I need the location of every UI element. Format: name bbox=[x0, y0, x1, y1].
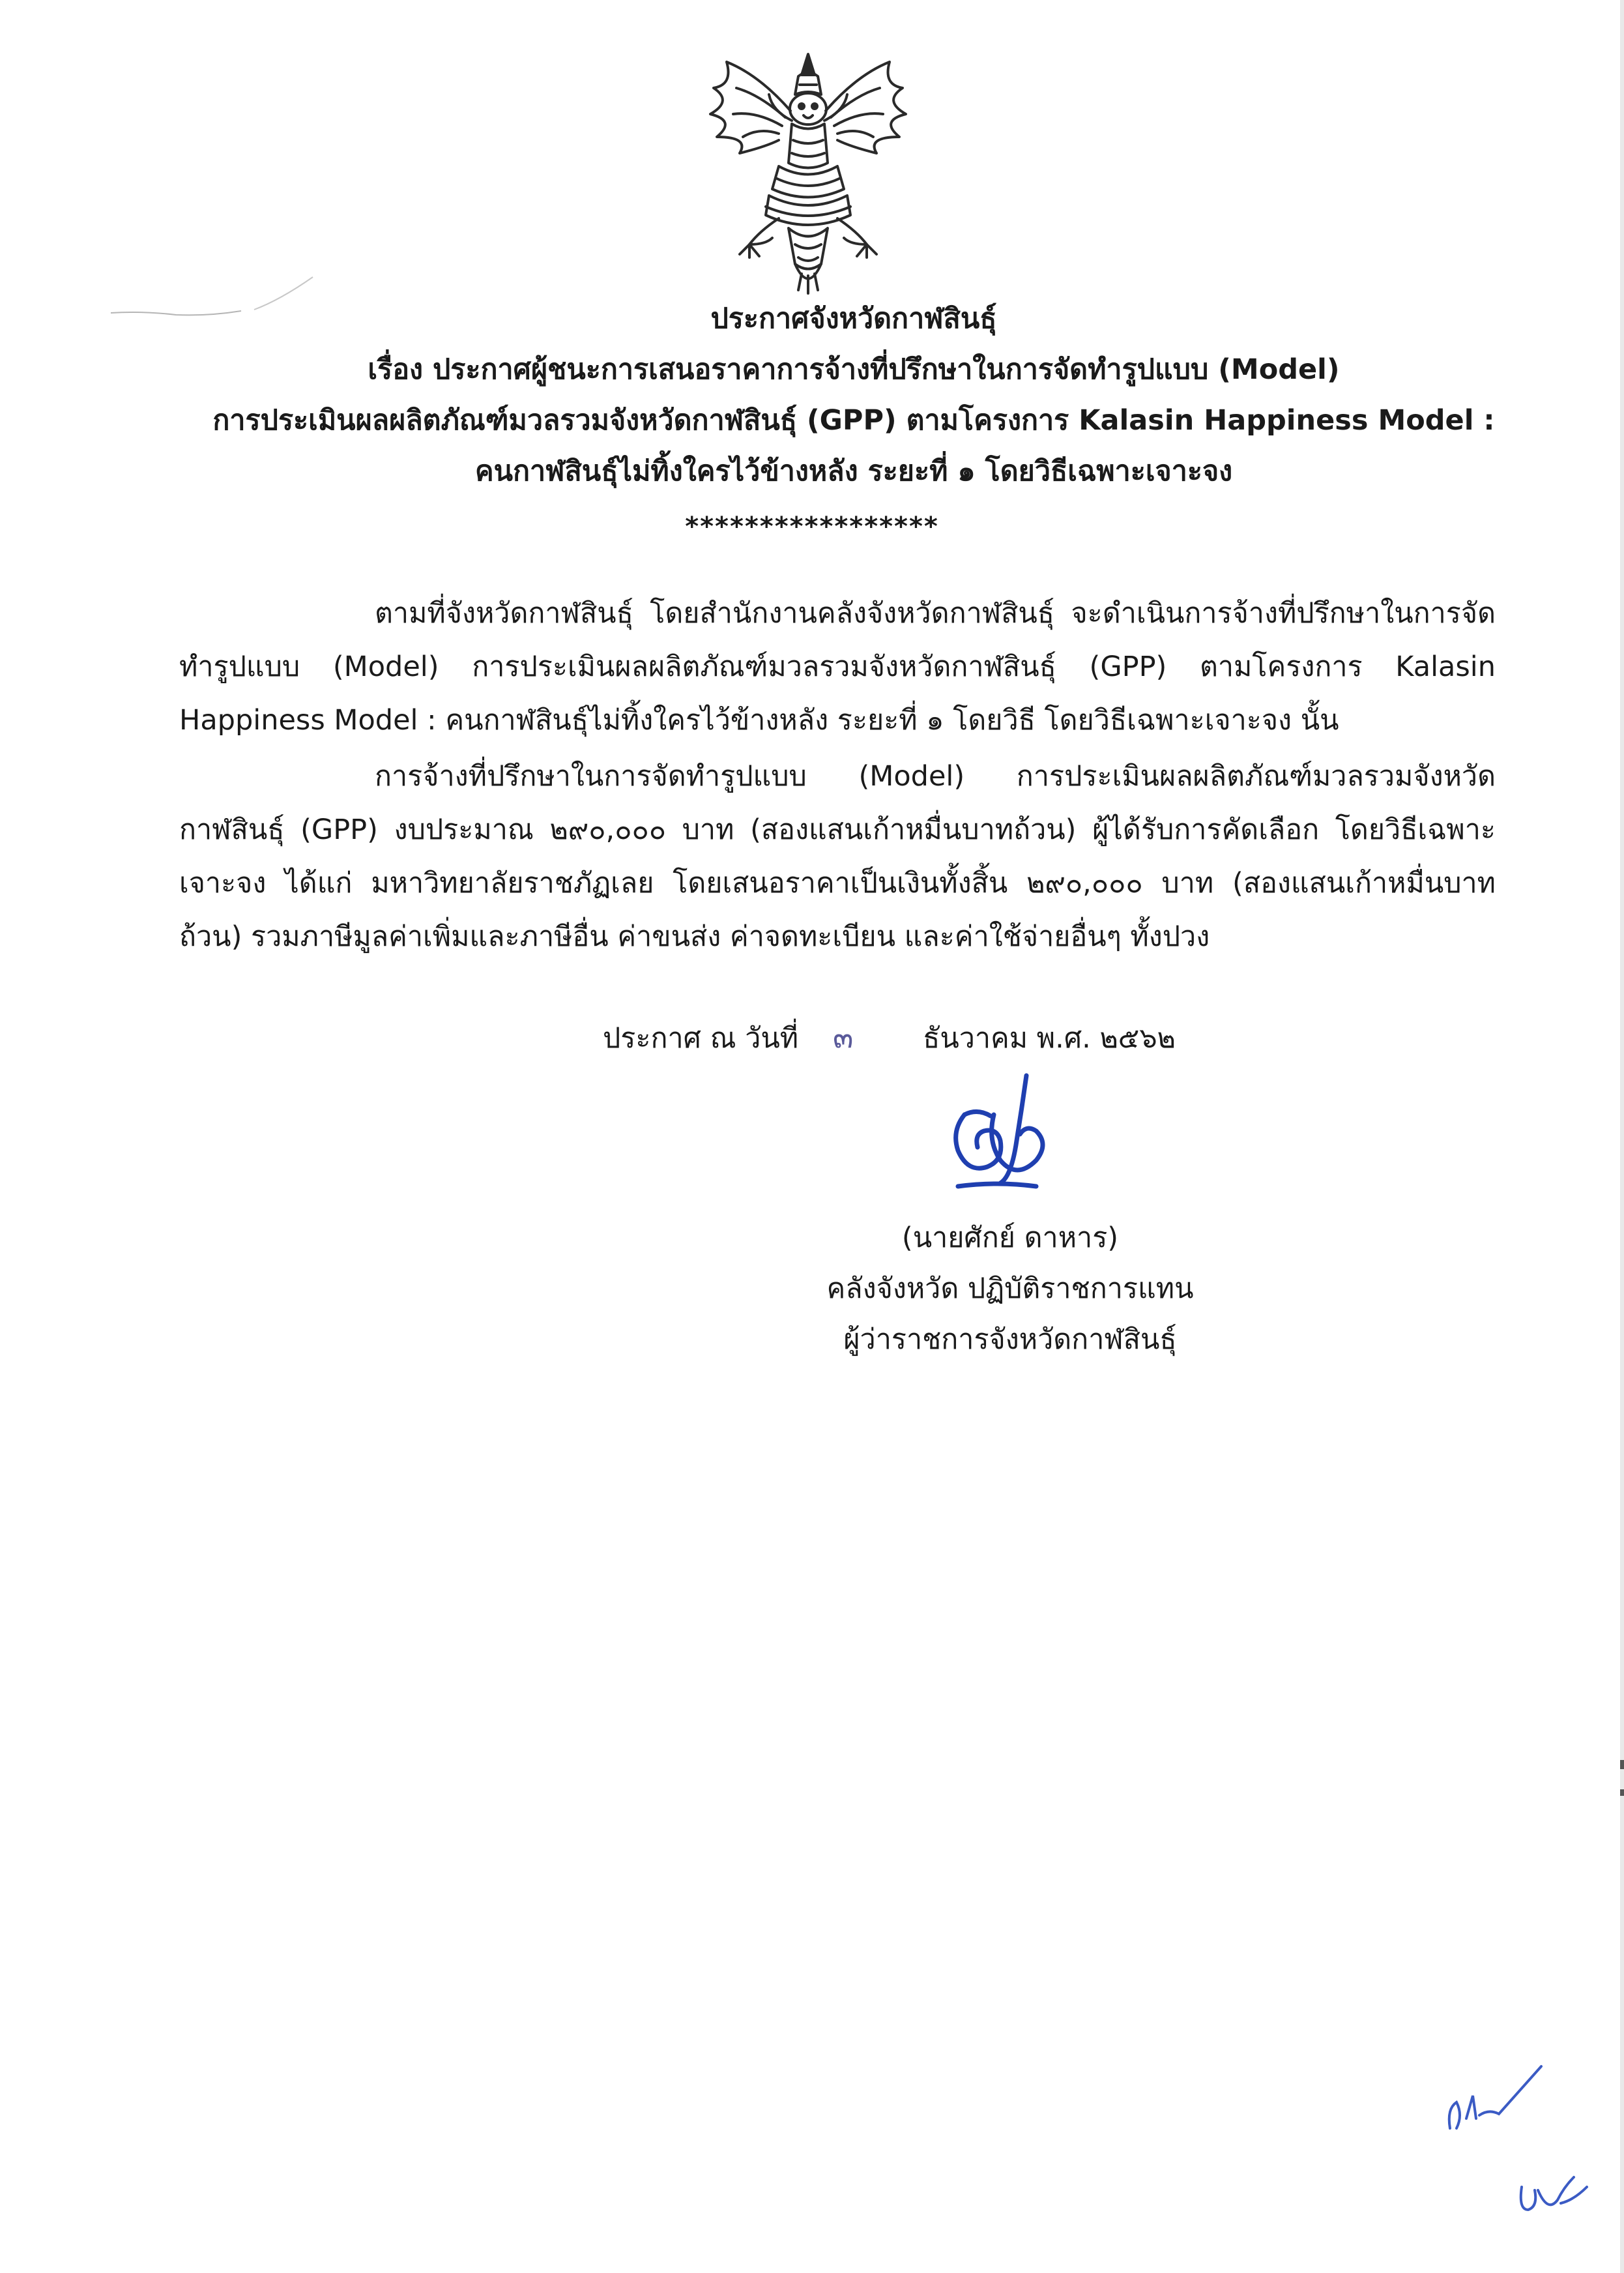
signatory-position: คลังจังหวัด ปฏิบัติราชการแทน bbox=[826, 1272, 1194, 1305]
date-day-handwritten: ๓ bbox=[833, 1019, 854, 1055]
signatory-position-2: ผู้ว่าราชการจังหวัดกาฬสินธุ์ bbox=[843, 1323, 1177, 1356]
handwritten-initials bbox=[1512, 2151, 1597, 2223]
date-month-year: ธันวาคม พ.ศ. ๒๕๖๒ bbox=[923, 1022, 1176, 1055]
separator: ***************** bbox=[685, 512, 939, 542]
body-paragraph-1-text: ตามที่จังหวัดกาฬสินธุ์ โดยสำนักงานคลังจังหวัดกาฬสินธุ์ จะดำเนินการจ้างที่ปรึกษาในการจัดทำรูปแบบ (Model) การประเมินผลผลิตภัณฑ์มวลรวมจังหวัดกาฬสินธุ์ (GPP) ตามโครงการ Kalasin Happiness Model : คนกาฬสินธุ์ไม่ทิ้งใครไว้ข้างหลัง ระยะที่ ๑ โดยวิธี โดยวิธีเฉพาะเจาะจง นั้น bbox=[179, 597, 1496, 737]
signatory-name: (นายศักย์ ดาหาร) bbox=[901, 1222, 1119, 1254]
scan-edge-mark bbox=[1620, 1760, 1624, 1769]
body-paragraph-1 bbox=[179, 587, 1496, 747]
header-subject-line2: การประเมินผลผลิตภัณฑ์มวลรวมจังหวัดกาฬสินธุ์ (GPP) ตามโครงการ Kalasin Happiness Model : bbox=[212, 404, 1495, 437]
scan-edge bbox=[1620, 0, 1624, 2273]
garuda-emblem-icon bbox=[688, 49, 929, 297]
body-paragraph-2-text: การจ้างที่ปรึกษาในการจัดทำรูปแบบ (Model) การประเมินผลผลิตภัณฑ์มวลรวมจังหวัดกาฬสินธุ์ (GPP) งบประมาณ ๒๙๐,๐๐๐ บาท (สองแสนเก้าหมื่นบาทถ้วน) ผู้ได้รับการคัดเลือก โดยวิธีเฉพาะเจาะจง ได้แก่ มหาวิทยาลัยราชภัฏเลย โดยเสนอราคาเป็นเงินทั้งสิ้น ๒๙๐,๐๐๐ บาท (สองแสนเก้าหมื่นบาทถ้วน) รวมภาษีมูลค่าเพิ่มและภาษีอื่น ค่าขนส่ง ค่าจดทะเบียน และค่าใช้จ่ายอื่นๆ ทั้งปวง bbox=[179, 760, 1496, 953]
header-subject: เรื่อง ประกาศผู้ชนะการเสนอราคาการจ้างที่ปรึกษาในการจัดทำรูปแบบ (Model) bbox=[368, 353, 1340, 386]
date-prefix: ประกาศ ณ วันที่ bbox=[603, 1022, 799, 1055]
scan-edge-mark bbox=[1620, 1789, 1624, 1796]
announcement-date bbox=[603, 1014, 1176, 1061]
document-header bbox=[130, 293, 1577, 497]
handwritten-signature bbox=[938, 1069, 1056, 1199]
body-paragraph-2 bbox=[179, 750, 1496, 963]
signatory-block bbox=[749, 1212, 1271, 1365]
header-subject-line3: คนกาฬสินธุ์ไม่ทิ้งใครไว้ข้างหลัง ระยะที่ ๑ โดยวิธีเฉพาะเจาะจง bbox=[474, 455, 1233, 488]
handwritten-initials bbox=[1437, 2057, 1554, 2154]
header-title: ประกาศจังหวัดกาฬสินธุ์ bbox=[710, 302, 997, 335]
